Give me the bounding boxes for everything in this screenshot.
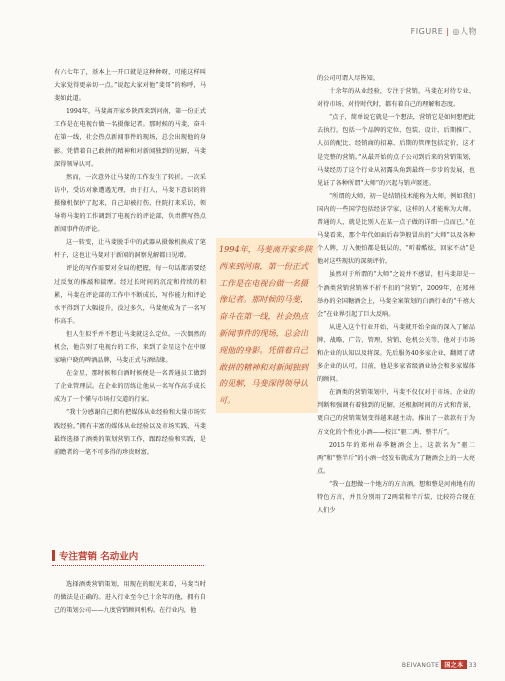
paragraph: 的公司可谓人尽皆知。 bbox=[317, 75, 379, 82]
section-title: 专注营销 名动业内 bbox=[59, 551, 139, 563]
heading-rule bbox=[52, 565, 204, 566]
paragraph: 有六七年了，基本上一开口就是这种种呀，可能这样叫大家觉得更亲切一点。”说起大家对他“斐哥”的称呼，马斐如此道。 bbox=[54, 69, 206, 103]
paragraph: 1994年，马斐离开家乡陕西来到河南，第一份正式工作是在电视台做一名摄像记者。那时候的马斐，奋斗在第一线，社会热点新闻事件的现场，总会出现他的身影。凭借着自己敢拼的精神和对新闻独到的见解，马斐深得领导认可。 bbox=[54, 108, 206, 168]
section-header bbox=[411, 26, 477, 37]
footer-logo: 国之本 bbox=[441, 660, 466, 669]
section-heading bbox=[52, 545, 204, 563]
paragraph: 但人生似乎并不想让马斐就这么定位。一次偶然的机会，他告别了电视台的工作，来到了金星这个在中原家喻户晓的啤酒品牌，马斐正式与酒结缘。 bbox=[54, 330, 206, 365]
paragraph: 虽然对于所谓的“大师”之说并不感冒，但马斐却是一个酒类营销营销界不折不扣的“营销”，2009年，在郑州举办的全国糖酒会上，马斐全案策划的白酒行业的“千禧大会”在业界引起了巨大反响。 bbox=[317, 271, 475, 318]
paragraph: 选择酒类营销策划，用现在的眼光来看，马斐当时的做法是正确的。进入行业至今已十余年的他，拥有自己的策划公司——九度营销顾问机构。在行业内，他 bbox=[54, 581, 206, 615]
pull-quote: 1994年，马斐离开家乡陕西来到河南，第一份正式工作是在电视台做一名摄像记者。那时候的马斐，奋斗在第一线，社会热点新闻事件的现场，总会出现他的身影。凭借着自己敢拼的精神和对新闻独到的见解，马斐深得领导认可。 bbox=[216, 238, 318, 413]
header-separator: | bbox=[446, 27, 450, 36]
heading-marker bbox=[52, 550, 55, 561]
page-footer bbox=[402, 660, 477, 669]
left-column bbox=[54, 66, 206, 459]
column-label: ◎人物 bbox=[452, 27, 477, 36]
paragraph: 这一转变，让马斐脱手中的武器从摄像机换成了笔杆子，这也让马斐对于新闻的洞察见解都日见增。 bbox=[54, 239, 206, 260]
paragraph: 在酒类的营销策划中，马斐不仅仅对于市场、企业的判断和强调有着独到的见解，还根据时间的方式和背景，更自己的营销策划变得越来越主动。推出了一款款有于为方文化的个性化小酒——校江“驱二两、整半斤”。 bbox=[317, 389, 475, 436]
page-number: 33 bbox=[468, 662, 477, 669]
paragraph: “我十分感谢自己拥有把媒体从业经验和大量市场实践经验。”拥有丰富的媒体从业经验以及市场实践，马斐最终选择了酒类的策划营销工作，跟踪经验和实践，是前瞻者的一笔不可多得的珍贵财富。 bbox=[54, 409, 206, 456]
left-column-bottom bbox=[54, 578, 206, 617]
footer-magazine-name: BEIVANGTE bbox=[401, 662, 440, 669]
paragraph: 从进入这个行业开始，马斐就开始全面的深入了解品牌、战略、广告、管理、营销、危机公关等，他对于市场和企业的认知以及将深。先后服务40多家企业，翻阅了诸多企业的认可，目前，他是多家省级酒业协会和多家媒体的顾问。 bbox=[317, 323, 475, 384]
paragraph: 十余年的从业经验，专注于营销，马斐在对待专业、对待市场、对待时代时，都有着自己的理解和态度。 bbox=[317, 88, 475, 109]
paragraph: 然而，一次意外让马斐的工作发生了转折。一次采访中，受访对象遭遇无理，由于打人，马斐下意识的将摄像机保护了起来，自己却被打伤，住院打来采访，领导将马斐的工作调到了电视台的评论部，负责撰写热点新闻事件的评论。 bbox=[54, 173, 206, 234]
paragraph: 评论的写作需要对全局的把握，每一句话都需要经过反复的推敲和揣摩。经过长时间的沉淀和持续的积累，马斐在评论部的工作中不断成长，写作能力和评论水平得到了大幅提升，没过多久，马斐便成为了一名写作高手。 bbox=[54, 265, 206, 325]
section-label: FIGURE bbox=[410, 27, 444, 36]
paragraph: 2015年的郑州春季糖酒会上，这款名为“驱二两”和“整半斤”的小酒一经发布就成为了糖酒会上的一大亮点。 bbox=[317, 441, 475, 475]
paragraph: 在金星，那时候和白酒时候便是一名普通员工做到了企业管理层。在企业的历练让他从一名写作高手成长成为了一个懂与市场打交道的行家。 bbox=[54, 370, 206, 404]
paragraph: “我一直想做一个地方的方言酒，想和整是河南地有的特色方言，并且分别用了2两装和半斤装，比较符合现在人们少 bbox=[317, 480, 475, 515]
paragraph: “点子，简单说它就是一个想法，营销它是如何想把此去执行，包括一个品牌的定位、包装、设计、后期推广、人员的配比、经销商的招募、后期的管理包括定价，这才是完整的营销。”从最开始的点子公司到后来的营销策划，马斐经历了这个行业从初露头角到最终一步步的发展，也见证了各种所谓“大师”的兴起与销声匿迹。 bbox=[317, 114, 475, 187]
paragraph: “所谓的大师，初一是结销技术能称为大师，例如我们国内的一些国学包括经济学家，这样的人才能称为大师。普通的人，就是比别人在某一点子做的详细一点而已。”在马斐看来，那个年代如面后春笋般冒出的“大师”以及各种个人牌，万入便怕都是低层的，“听着酷炫，回家不动”是他对这些现状的深刻评价。 bbox=[317, 192, 475, 266]
right-column bbox=[317, 72, 475, 517]
